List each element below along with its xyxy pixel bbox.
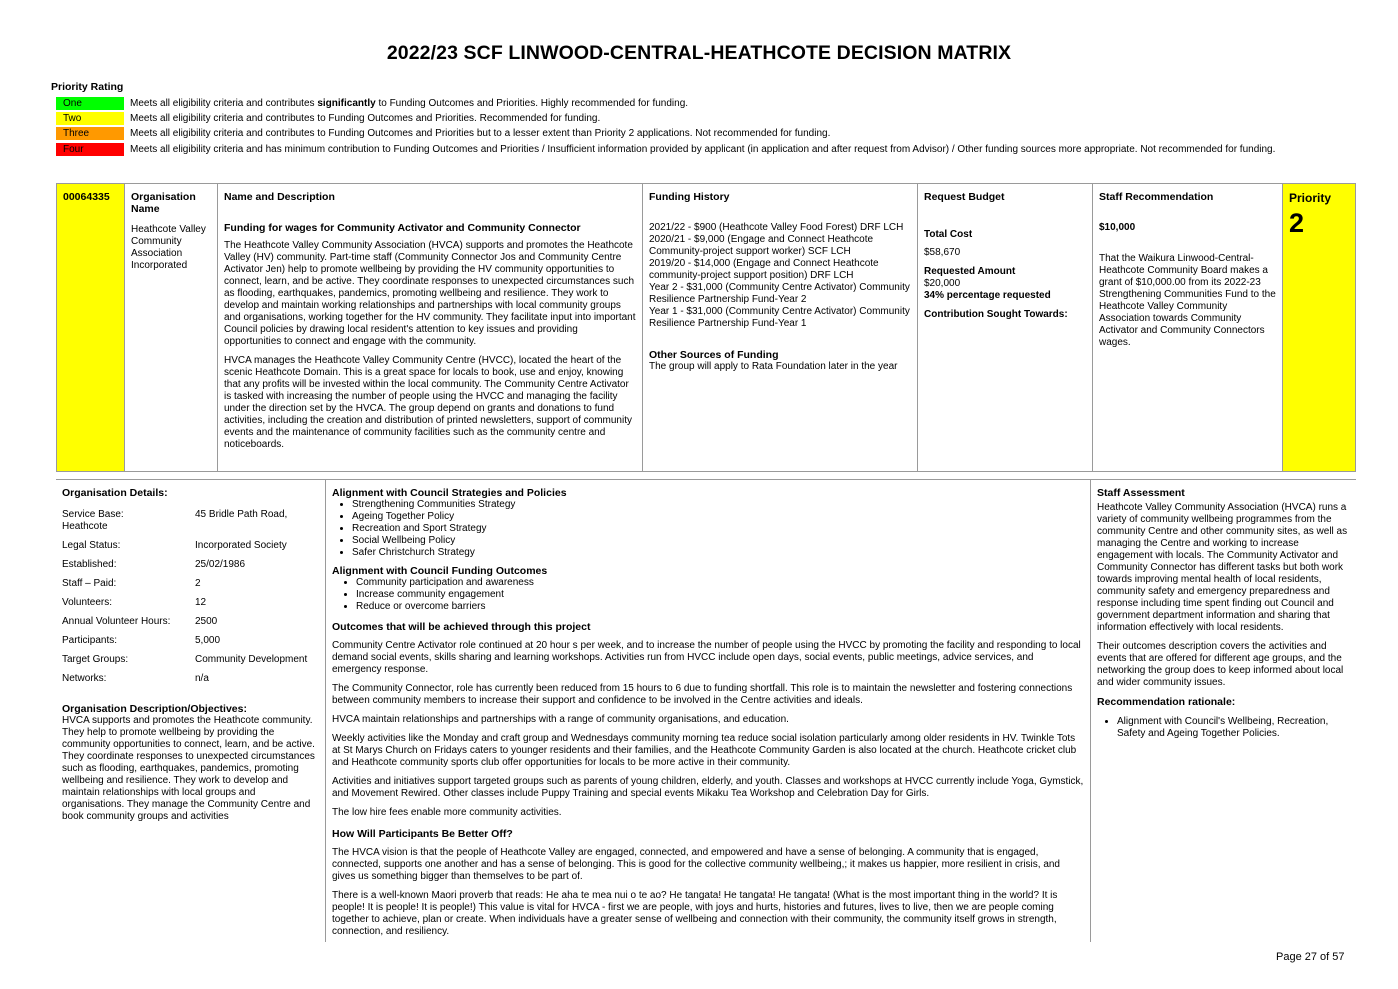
funding-history-header: Funding History <box>649 191 730 203</box>
detail-label: Established: <box>62 559 117 570</box>
detail-value: Community Development <box>195 654 308 665</box>
paragraph: Weekly activities like the Monday and craft group and Wednesdays community morning tea reduce social isolation particularly among older residents in HV. Twinkle Tots at St Marys Church on Fridays caters to younger residents and their families, and the Heathcote Community Garden is also located at the church. Heathcote cricket club and Heathcote community sports club offer opportunities for locals to be more active in their community. <box>332 733 1077 768</box>
paragraph: Community Centre Activator role continued at 20 hour s per week, and to increase the number of people using the HVCC by promoting the facility and responding to local demand social events, skills sharing and learning workshops. Activities run from HVCC include open days, social events, public meetings, advice services, and emergency response. <box>332 640 1081 675</box>
detail-value: 2 <box>195 578 201 589</box>
staff-assessment-column <box>1091 480 1356 942</box>
detail-value: 25/02/1986 <box>195 559 246 570</box>
funding-outcomes-header: Alignment with Council Funding Outcomes <box>332 565 548 577</box>
requested-amount-label: Requested Amount <box>924 266 1016 277</box>
requested-amount-value: $20,000 <box>924 278 961 289</box>
detail-value: 12 <box>195 597 207 608</box>
detail-value: 45 Bridle Path Road, <box>195 509 288 520</box>
paragraph: The Community Connector, role has currently been reduced from 15 hours to 6 due to funding shortfall. This role is to maintain the newsletter and fostering connections between community members to increase their support and confidence to be involved in the Centre activities and ideals. <box>332 683 1073 706</box>
total-cost-value: $58,670 <box>924 247 961 258</box>
detail-value-continued: Heathcote <box>62 521 108 532</box>
recommendation-rationale-list <box>1097 716 1350 740</box>
project-title: Funding for wages for Community Activator and Community Connector <box>224 222 581 234</box>
paragraph: Activities and initiatives support targeted groups such as parents of young children, elderly, and youth. Classes and workshops at HVCC currently include Yoga, Gymstick, and Movement Rewired. Other classes include Puppy Training and special events Mikaku Tea Workshop and Celebration Day for Girls. <box>332 776 1084 799</box>
outcomes-achieved-text <box>332 640 1084 819</box>
detail-row <box>62 673 319 692</box>
total-cost-label: Total Cost <box>924 229 973 240</box>
detail-row <box>62 509 319 540</box>
list-item: • Ageing Together Policy <box>352 511 1084 523</box>
priority-rating-label: Priority Rating <box>51 81 124 93</box>
name-description-header: Name and Description <box>224 191 335 203</box>
other-sources-text: The group will apply to Rata Foundation later in the year <box>649 361 898 372</box>
priority-level-description <box>130 144 1320 156</box>
paragraph: There is a well-known Maori proverb that reads: He aha te mea nui o te ao? He tangata! He tangata! He tangata! (What is the most important thing in the world? It is people! It is people! It is people!) This value is vital for HVCA - first we are people, with joys and hurts, histories and futures, lives to live, then we are people coming together to achieve, plan or create. When individuals have a greater sense of wellbeing and connection with their community, the community itself grows in strength, connection, and resiliency. <box>332 890 1058 937</box>
organisation-name-cell <box>125 184 218 471</box>
priority-level-description <box>130 128 1320 140</box>
list-item: • Community participation and awareness <box>356 577 1084 589</box>
funding-outcomes-list <box>332 577 1084 613</box>
organisation-details-list <box>62 509 319 692</box>
description-text: Meets all eligibility criteria and has minimum contribution to Funding Outcomes and Priorities / Insufficient information provided by applicant (in application and after request from Advisor) / Other funding sources more appropriate. Not recommended for funding. <box>130 144 1276 155</box>
detail-label: Participants: <box>62 635 118 646</box>
organisation-details-column <box>56 480 325 942</box>
detail-label: Networks: <box>62 673 107 684</box>
paragraph: The Heathcote Valley Community Association (HVCA) supports and promotes the Heathcote Valley (HV) community. Part-time staff (Community Connector Jos and Community Centre Activator Jen) help to promote wellbeing by providing the HV community opportunities to connect, learn, and be active. They coordinate responses to unexpected circumstances such as flooding, earthquakes, pandemics, promoting wellbeing and resilience. They work to develop and maintain working relationships and partnerships with local community groups and organisations, working together for the HV community. They facilitate input into important Council policies by drawing local resident's attention to key issues and providing opportunities to connect and engage with the community. <box>224 240 636 347</box>
organisation-name-header: Organisation Name <box>131 191 196 215</box>
paragraph: Heathcote Valley Community Association (HVCA) runs a variety of community wellbeing programmes from the community Centre and other community sites, as well as managing the Centre and working to increase engagement with locals. The Community Activator and Community Connector has different tasks but both work towards improving mental health of local residents, community safety and emergency preparedness and response including time spent finding out Council and government department information and sharing that information effectively with local residents. <box>1097 502 1348 633</box>
organisation-description-header: Organisation Description/Objectives: <box>62 703 247 715</box>
priority-cell <box>1283 184 1355 471</box>
priority-value: 2 <box>1289 208 1305 238</box>
detail-value: Incorporated Society <box>195 540 287 551</box>
detail-row <box>62 597 319 616</box>
funding-history-cell <box>643 184 918 471</box>
detail-label: Annual Volunteer Hours: <box>62 616 171 627</box>
funding-history-text: 2021/22 - $900 (Heathcote Valley Food Forest) DRF LCH 2020/21 - $9,000 (Engage and Connect Heathcote Community-project support worker) SCF LCH 2019/20 - $14,000 (Engage and Connect Heathcote community-project support position) DRF LCH Year 2 - $31,000 (Community Centre Activator) Community Resilience Partnership Fund-Year 2 Year 1 - $31,000 (Community Centre Activator) Community Resilience Partnership Fund-Year 1 <box>649 222 910 329</box>
detail-row <box>62 540 319 559</box>
better-off-text <box>332 847 1084 938</box>
description-text: Meets all eligibility criteria and contributes to Funding Outcomes and Priorities. Recommended for funding. <box>130 113 601 124</box>
detail-row <box>62 559 319 578</box>
priority-level-description <box>130 98 1320 110</box>
list-item: • Reduce or overcome barriers <box>356 601 1084 613</box>
detail-value: 5,000 <box>195 635 221 646</box>
request-budget-header: Request Budget <box>924 191 1005 203</box>
detail-row <box>62 635 319 654</box>
details-section <box>56 479 1356 942</box>
better-off-header: How Will Participants Be Better Off? <box>332 828 513 840</box>
staff-recommendation-text: That the Waikura Linwood-Central-Heathcote Community Board makes a grant of $10,000.00 from its 2022-23 Strengthening Communities Fund to the Heathcote Valley Community Association towards Community Activator and Community Connectors wages. <box>1099 253 1276 348</box>
project-description <box>224 240 636 451</box>
description-text: to Funding Outcomes and Priorities. Highly recommended for funding. <box>375 98 689 109</box>
detail-row <box>62 616 319 635</box>
page-number: Page 27 of 57 <box>1276 951 1345 963</box>
detail-label: Volunteers: <box>62 597 113 608</box>
staff-recommendation-amount: $10,000 <box>1099 222 1136 233</box>
percentage-requested: 34% percentage requested <box>924 290 1051 301</box>
paragraph: The HVCA vision is that the people of Heathcote Valley are engaged, connected, and empowered and have a sense of belonging. A community that is engaged, connected, supports one another and has a sense of belonging. This is good for the collective community wellbeing,; it makes us happier, more resilient in crisis, and gives us something bigger than themselves to be part of. <box>332 847 1060 882</box>
list-item: • Safer Christchurch Strategy <box>352 547 1084 559</box>
detail-row <box>62 578 319 597</box>
priority-level-swatch: Two <box>56 112 124 125</box>
application-id-cell <box>57 184 125 471</box>
paragraph: The low hire fees enable more community activities. <box>332 807 562 818</box>
list-item: • Alignment with Council's Wellbeing, Recreation, Safety and Ageing Together Policies. <box>1117 716 1350 740</box>
name-description-cell <box>218 184 643 471</box>
priority-level-swatch: One <box>56 97 124 110</box>
outcomes-achieved-header: Outcomes that will be achieved through this project <box>332 621 591 633</box>
alignment-column <box>325 480 1091 942</box>
staff-recommendation-cell <box>1093 184 1283 471</box>
detail-label: Legal Status: <box>62 540 121 551</box>
detail-label: Service Base: <box>62 509 124 520</box>
staff-assessment-header: Staff Assessment <box>1097 487 1185 499</box>
other-sources-header: Other Sources of Funding <box>649 349 779 361</box>
priority-level-description <box>130 113 1320 125</box>
request-budget-cell <box>918 184 1093 471</box>
document-title: 2022/23 SCF LINWOOD-CENTRAL-HEATHCOTE DECISION MATRIX <box>386 42 1012 64</box>
staff-assessment-text <box>1097 502 1350 689</box>
priority-level-swatch: Four <box>56 143 124 156</box>
recommendation-rationale-header: Recommendation rationale: <box>1097 696 1236 708</box>
organisation-name: Heathcote Valley Community Association Incorporated <box>131 224 206 271</box>
staff-recommendation-header: Staff Recommendation <box>1099 191 1214 203</box>
organisation-description-text: HVCA supports and promotes the Heathcote community. They help to promote wellbeing by providing the community opportunities to connect, learn, and be active. They coordinate responses to unexpected circumstances such as flooding, earthquakes, pandemics, promoting wellbeing and resilience. They work to develop and maintain relationships with local groups and organisations. They manage the Community Centre and book community groups and activities <box>62 715 315 822</box>
description-text: Meets all eligibility criteria and contributes <box>130 98 318 109</box>
detail-label: Staff – Paid: <box>62 578 117 589</box>
detail-label: Target Groups: <box>62 654 129 665</box>
description-text: Meets all eligibility criteria and contributes to Funding Outcomes and Priorities but to a lesser extent than Priority 2 applications. Not recommended for funding. <box>130 128 831 139</box>
list-item: • Recreation and Sport Strategy <box>352 523 1084 535</box>
strategies-list <box>332 499 1084 559</box>
paragraph: Their outcomes description covers the activities and events that are offered for different age groups, and the networking the group does to keep informed about local and wider community issues. <box>1097 641 1344 688</box>
decision-matrix-table <box>56 183 1356 472</box>
priority-level-swatch: Three <box>56 127 124 140</box>
priority-header: Priority <box>1289 191 1332 205</box>
list-item: • Strengthening Communities Strategy <box>352 499 1084 511</box>
list-item: • Social Wellbeing Policy <box>352 535 1084 547</box>
paragraph: HVCA maintain relationships and partnerships with a range of community organisations, and education. <box>332 714 789 725</box>
organisation-details-header: Organisation Details: <box>62 487 168 499</box>
strategies-header: Alignment with Council Strategies and Policies <box>332 487 567 499</box>
detail-value: 2500 <box>195 616 218 627</box>
contribution-sought-label: Contribution Sought Towards: <box>924 309 1068 320</box>
application-id: 00064335 <box>63 191 110 203</box>
detail-row <box>62 654 319 673</box>
paragraph: HVCA manages the Heathcote Valley Community Centre (HVCC), located the heart of the scenic Heathcote Domain. This is a great space for locals to book, use and enjoy, knowing that any profits will be invested within the local community. The Community Centre Activator is tasked with increasing the number of people using the HVCC and managing the facility under the direction set by the HVCA. The group depend on grants and donations to fund activities, including the creation and distribution of printed newsletters, support of community events and the maintenance of community facilities such as the community centre and noticeboards. <box>224 355 632 450</box>
detail-value: n/a <box>195 673 209 684</box>
list-item: • Increase community engagement <box>356 589 1084 601</box>
description-emphasis: significantly <box>317 98 376 109</box>
